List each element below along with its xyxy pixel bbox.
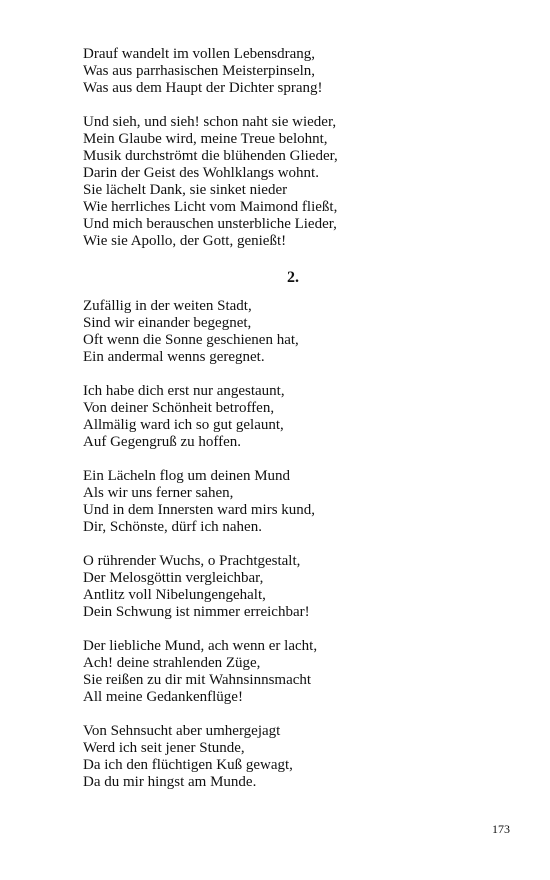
poem-line: Da ich den flüchtigen Kuß gewagt, bbox=[83, 757, 293, 773]
poem-line: Dein Schwung ist nimmer erreichbar! bbox=[83, 604, 310, 620]
stanza bbox=[83, 638, 503, 706]
stanza bbox=[83, 468, 503, 536]
poem-line: O rührender Wuchs, o Prachtgestalt, bbox=[83, 553, 301, 569]
poem-line: Von Sehnsucht aber umhergejagt bbox=[83, 723, 281, 739]
poem-page bbox=[83, 46, 503, 808]
poem-line: Was aus parrhasischen Meisterpinseln, bbox=[83, 63, 316, 79]
page-number: 173 bbox=[492, 822, 510, 836]
poem-line: Ich habe dich erst nur angestaunt, bbox=[83, 383, 285, 399]
stanzas-after-section bbox=[83, 298, 503, 791]
poem-line: Ein Lächeln flog um deinen Mund bbox=[83, 468, 291, 484]
poem-line: Oft wenn die Sonne geschienen hat, bbox=[83, 332, 299, 348]
poem-line: All meine Gedankenflüge! bbox=[83, 689, 243, 705]
poem-line: Drauf wandelt im vollen Lebensdrang, bbox=[83, 46, 316, 62]
poem-line: Ach! deine strahlenden Züge, bbox=[83, 655, 261, 671]
stanzas-before-section bbox=[83, 46, 503, 250]
poem-line: Von deiner Schönheit betroffen, bbox=[83, 400, 275, 416]
poem-line: Ein andermal wenns geregnet. bbox=[83, 349, 265, 365]
poem-line: Werd ich seit jener Stunde, bbox=[83, 740, 245, 756]
poem-line: Da du mir hingst am Munde. bbox=[83, 774, 257, 790]
poem-line: Der Melosgöttin vergleichbar, bbox=[83, 570, 264, 586]
poem-line: Der liebliche Mund, ach wenn er lacht, bbox=[83, 638, 318, 654]
poem-line: Sie lächelt Dank, sie sinket nieder bbox=[83, 182, 288, 198]
poem-line: Allmälig ward ich so gut gelaunt, bbox=[83, 417, 284, 433]
poem-line: Antlitz voll Nibelungengehalt, bbox=[83, 587, 266, 603]
poem-line: Darin der Geist des Wohlklangs wohnt. bbox=[83, 165, 319, 181]
section-number: 2. bbox=[287, 269, 299, 286]
poem-line: Und mich berauschen unsterbliche Lieder, bbox=[83, 216, 337, 232]
poem-line: Sie reißen zu dir mit Wahnsinnsmacht bbox=[83, 672, 312, 688]
poem-line: Mein Glaube wird, meine Treue belohnt, bbox=[83, 131, 328, 147]
stanza bbox=[83, 298, 503, 366]
stanza bbox=[83, 383, 503, 451]
poem-line: Musik durchströmt die blühenden Glieder, bbox=[83, 148, 338, 164]
poem-line: Sind wir einander begegnet, bbox=[83, 315, 252, 331]
poem-line: Wie herrliches Licht vom Maimond fließt, bbox=[83, 199, 338, 215]
poem-line: Was aus dem Haupt der Dichter sprang! bbox=[83, 80, 323, 96]
poem-line: Und sieh, und sieh! schon naht sie wieder, bbox=[83, 114, 337, 130]
poem-line: Und in dem Innersten ward mirs kund, bbox=[83, 502, 316, 518]
stanza bbox=[83, 553, 503, 621]
poem-line: Wie sie Apollo, der Gott, genießt! bbox=[83, 233, 287, 249]
stanza bbox=[83, 723, 503, 791]
stanza bbox=[83, 46, 503, 97]
poem-line: Dir, Schönste, dürf ich nahen. bbox=[83, 519, 262, 535]
poem-line: Auf Gegengruß zu hoffen. bbox=[83, 434, 242, 450]
poem-line: Zufällig in der weiten Stadt, bbox=[83, 298, 252, 314]
stanza bbox=[83, 114, 503, 250]
poem-line: Als wir uns ferner sahen, bbox=[83, 485, 234, 501]
